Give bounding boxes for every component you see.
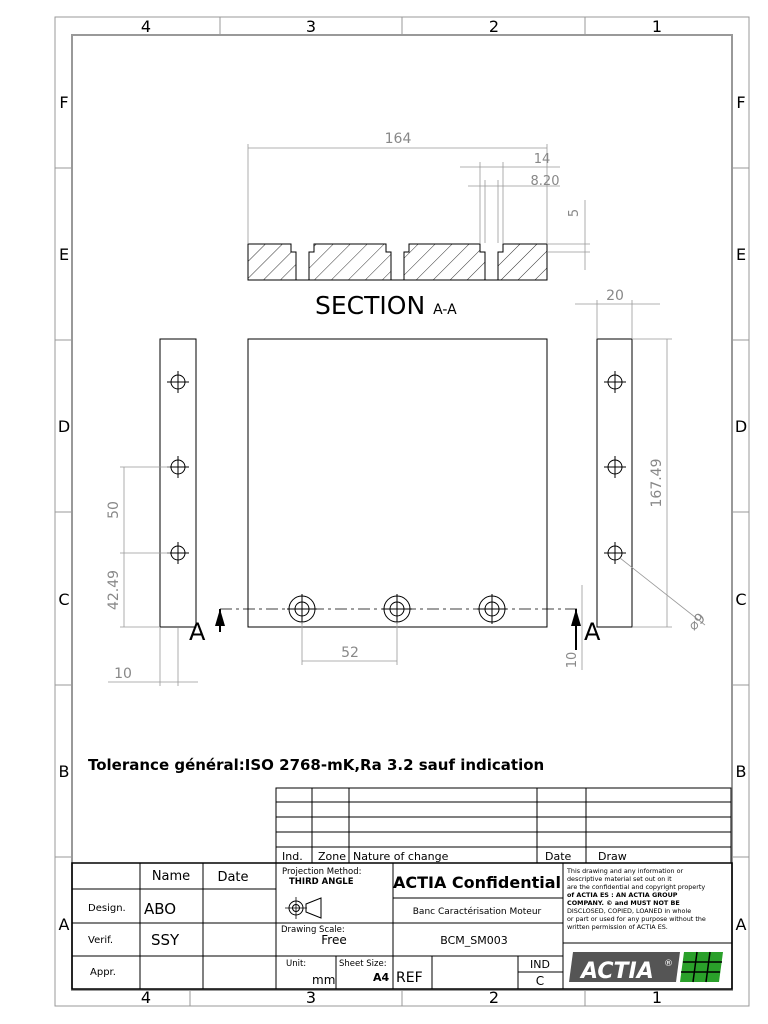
zone-row-c-right: C <box>735 590 747 609</box>
confidential-line: written permission of ACTIA ES. <box>567 923 668 931</box>
dim-right-small: 10 <box>565 651 580 669</box>
tb-sheet-label: Sheet Size: <box>339 959 387 969</box>
tb-col-name: Name <box>151 869 191 884</box>
section-view <box>248 131 590 320</box>
dim-hole-offset: 14 <box>533 152 551 167</box>
third-angle-projection-icon <box>285 897 321 919</box>
confidential-line: of ACTIA ES : AN ACTIA GROUP <box>567 891 678 899</box>
actia-logo <box>569 952 723 984</box>
section-title: SECTION A-A <box>315 291 457 320</box>
tb-row-verif-name: SSY <box>151 931 180 949</box>
tb-sheet-value: A4 <box>373 971 390 984</box>
zone-col-1-bottom: 1 <box>651 988 663 1007</box>
dim-left-width: 10 <box>114 666 132 682</box>
zone-row-b-right: B <box>735 762 747 781</box>
dim-overall-width: 164 <box>384 131 412 147</box>
right-hole-2 <box>604 456 626 478</box>
confidential-line: DISCLOSED, COPIED, LOANED in whole <box>567 907 692 915</box>
section-marker-left: A <box>189 618 206 646</box>
zone-col-3-top: 3 <box>305 17 317 36</box>
actia-logo-text: ACTIA <box>581 959 654 984</box>
tb-unit-label: Unit: <box>286 959 307 969</box>
zone-row-a-right: A <box>735 915 747 934</box>
right-hole-1 <box>604 371 626 393</box>
tb-row-design-label: Design. <box>88 903 126 914</box>
tb-ind-label: IND <box>530 958 550 971</box>
tb-confidential-text <box>566 867 706 931</box>
tb-col-date: Date <box>217 870 249 885</box>
tb-part-description: Banc Caractérisation Moteur <box>412 907 542 917</box>
tb-projection-value: THIRD ANGLE <box>289 877 354 887</box>
zone-col-2-bottom: 2 <box>488 988 500 1007</box>
tb-row-design-name: ABO <box>144 900 177 918</box>
zone-col-2-top: 2 <box>488 17 500 36</box>
dim-diameter: ⌀9 <box>685 610 709 634</box>
rev-header-date: Date <box>545 850 572 863</box>
tb-ind-value: C <box>535 974 545 988</box>
rev-header-nature: Nature of change <box>353 850 449 863</box>
zone-col-3-bottom: 3 <box>305 988 317 1007</box>
zone-row-e-left: E <box>58 245 70 264</box>
tb-unit-value: mm <box>312 973 336 987</box>
confidential-line: are the confidential and copyright property <box>567 883 706 891</box>
section-marker-right: A <box>584 618 601 646</box>
left-hole-2 <box>167 456 189 478</box>
left-hole-3 <box>167 542 189 564</box>
confidential-line: descriptive material set out on it <box>567 875 672 883</box>
dim-counterbore-depth: 5 <box>567 208 582 218</box>
dim-bottom-left: 42.49 <box>106 569 122 611</box>
tb-company-title: ACTIA Confidential <box>392 873 562 892</box>
zone-row-c-left: C <box>58 590 70 609</box>
rev-header-draw: Draw <box>598 850 627 863</box>
dim-side-width: 20 <box>606 288 624 304</box>
dim-pitch-left: 50 <box>106 501 122 519</box>
right-hole-3 <box>604 542 626 564</box>
tb-scale-value: Free <box>321 933 347 947</box>
zone-row-f-left: F <box>59 93 69 112</box>
section-hatched-plate <box>248 244 547 280</box>
zone-col-4-top: 4 <box>140 17 152 36</box>
zone-row-d-right: D <box>734 417 748 436</box>
dim-hole-diameter: 8.20 <box>530 174 560 189</box>
zone-row-f-right: F <box>736 93 746 112</box>
confidential-line: COMPANY. © and MUST NOT BE <box>567 899 680 907</box>
rev-header-ind: Ind. <box>282 850 303 863</box>
actia-logo-mark: ® <box>664 959 673 969</box>
title-block <box>72 863 732 989</box>
main-plate <box>248 339 547 627</box>
left-hole-1 <box>167 371 189 393</box>
tb-drawing-number: BCM_SM003 <box>440 934 508 947</box>
tb-row-verif-label: Verif. <box>88 935 114 946</box>
dim-side-height: 167.49 <box>649 458 665 508</box>
zone-row-d-left: D <box>57 417 71 436</box>
confidential-line: or part or used for any purpose without the <box>567 915 706 923</box>
confidential-line: This drawing and any information or <box>567 867 684 875</box>
tolerance-note: Tolerance général:ISO 2768-mK,Ra 3.2 sauf indication <box>88 756 545 774</box>
zone-col-4-bottom: 4 <box>140 988 152 1007</box>
revision-table <box>276 788 731 863</box>
zone-col-1-top: 1 <box>651 17 663 36</box>
tb-projection-label: Projection Method: <box>282 867 362 877</box>
tb-ref-label: REF <box>396 970 423 986</box>
zone-row-e-right: E <box>735 245 747 264</box>
front-view <box>106 288 709 686</box>
zone-row-a-left: A <box>58 915 70 934</box>
dim-hole-spacing: 52 <box>341 645 359 661</box>
tb-scale-label: Drawing Scale: <box>281 925 345 935</box>
tb-row-appr-label: Appr. <box>90 967 116 978</box>
rev-header-zone: Zone <box>318 850 347 863</box>
zone-row-b-left: B <box>58 762 70 781</box>
